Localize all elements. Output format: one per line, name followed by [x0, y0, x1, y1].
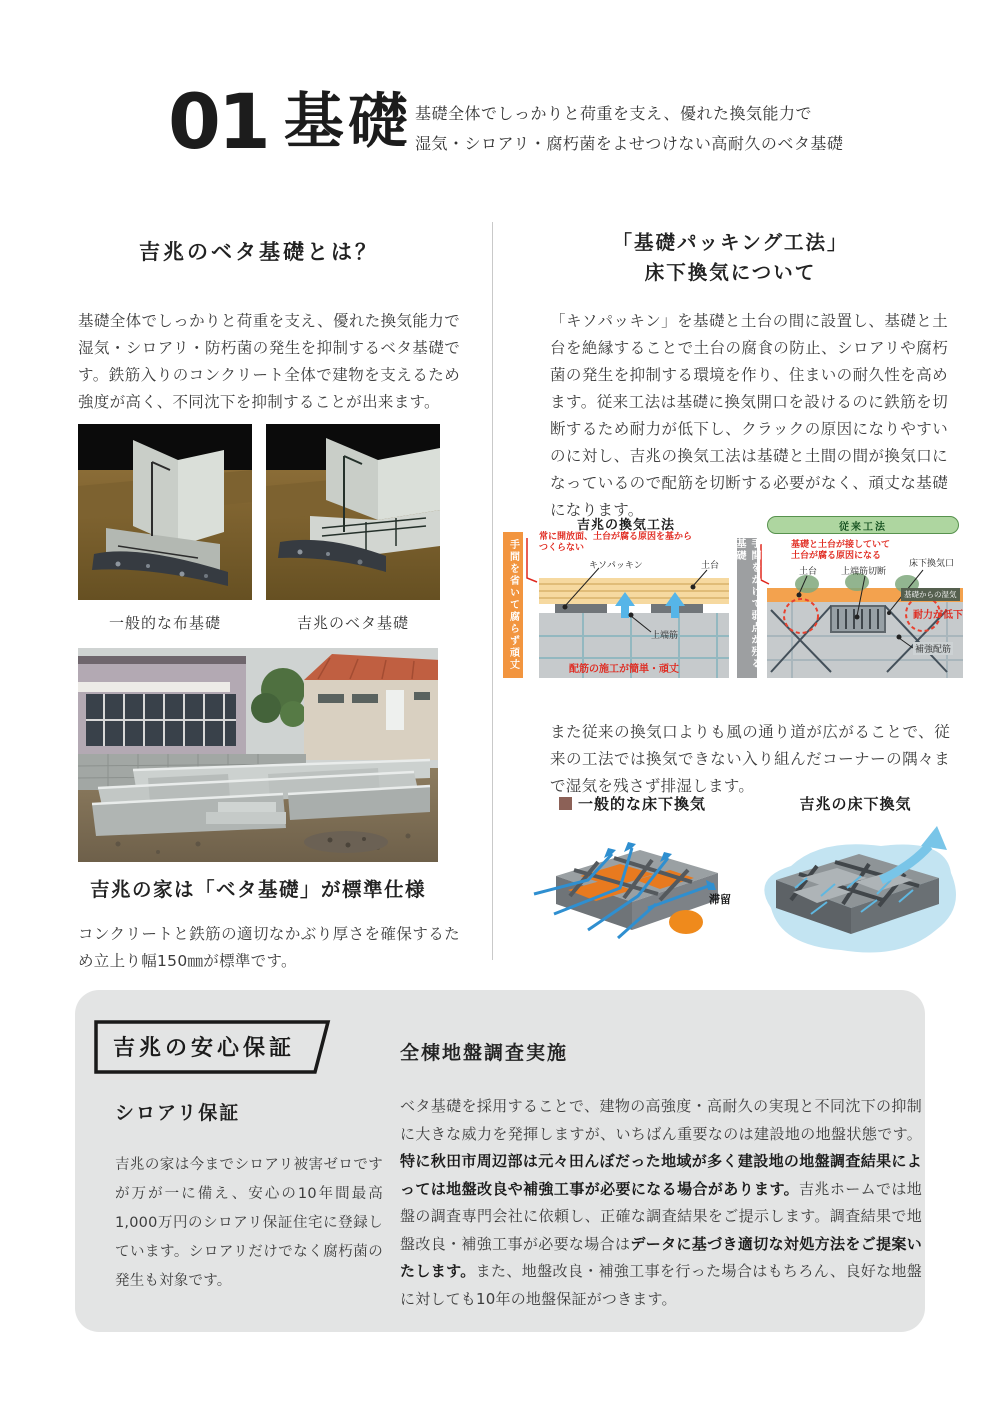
- page-header: [168, 77, 412, 166]
- left-section-body-2: コンクリートと鉄筋の適切なかぶり厚さを確保するため立上り幅150㎜が標準です。: [78, 924, 460, 970]
- label-reinforcement: 補強配筋: [913, 642, 953, 655]
- legend-square-icon: [559, 797, 572, 810]
- conventional-underfloor-graphic: [528, 818, 737, 968]
- strip-foundation-image: [78, 424, 252, 600]
- right-section-body: 「キソパッキン」を基礎と土台の間に設置し、基礎と土台を絶縁することで土台の腐食の防止、シロアリや腐朽菌の発生を抑制する環境を作り、住まいの耐久性を高めます。従来工法は基礎に換気開口を設けるのに鉄筋を切断するため耐力が低下し、クラックの原因になりやすいのに対し、吉兆の換気工法は基礎と土間の間が換気口になっているので配筋を切断する必要がなく、頑丈な基礎になります。: [550, 311, 948, 519]
- kiccho-underfloor-title: 吉兆の床下換気: [799, 795, 912, 813]
- left-section-body: 基礎全体でしっかりと荷重を支え、優れた換気能力で湿気・シロアリ・防朽菌の発生を抑制するベタ基礎です。鉄筋入りのコンクリート全体で建物を支えるため強度が高く、不同沈下を抑制することが出来ます。: [78, 311, 460, 411]
- header-subtitle-line2: 湿気・シロアリ・腐朽菌をよせつけない高耐久のベタ基礎: [415, 134, 844, 153]
- conventional-underfloor-title: 一般的な床下換気: [528, 793, 737, 814]
- conventional-underfloor-diagram: [528, 793, 737, 968]
- label-strength-drop: 耐力が低下: [913, 610, 963, 621]
- label-moisture: 基礎からの湿気: [901, 588, 960, 601]
- right-heading-line1: 「基礎パッキング工法」: [612, 231, 849, 254]
- termite-guarantee-heading: シロアリ保証: [115, 1102, 241, 1124]
- conventional-side-banner: 手間をかけて弱点が残る基礎: [737, 538, 757, 678]
- foundation-caption-1: 一般的な布基礎: [108, 614, 221, 632]
- ventilation-method-diagrams: [503, 514, 963, 678]
- conventional-method-diagram: [734, 514, 963, 678]
- label-vent-opening: 床下換気口: [909, 559, 955, 569]
- left-section-heading-2: 吉兆の家は「ベタ基礎」が標準仕様: [89, 878, 426, 901]
- kiccho-underfloor-graphic: [751, 818, 960, 968]
- stagnation-label: 滞留: [709, 893, 731, 906]
- kiccho-bottom-note: 配筋の施工が簡単・頑丈: [569, 664, 679, 675]
- conventional-red-note: 基礎と土台が接していて 土台が腐る原因になる: [791, 540, 891, 561]
- section-number: 01: [168, 77, 268, 166]
- guarantee-badge: 吉兆の安心保証: [112, 1035, 295, 1061]
- label-dodai: 土台: [701, 561, 720, 571]
- underfloor-ventilation-diagrams: [528, 793, 960, 968]
- conventional-method-title: 従来工法: [767, 516, 959, 534]
- label-kiso-packing: キソパッキン: [589, 561, 643, 571]
- foundation-render-row: [78, 424, 440, 633]
- construction-site-photo: [78, 648, 438, 862]
- ground-survey-heading: 全棟地盤調査実施: [400, 1042, 569, 1064]
- right-section-body-2: また従来の換気口よりも風の通り道が広がることで、従来の工法では換気できない入り組んだコーナーの隅々まで湿気を残さず排湿します。: [550, 722, 950, 795]
- label-dodai-2: 土台: [799, 567, 818, 577]
- kiccho-side-banner: 手間を省いて腐らず頑丈: [507, 539, 519, 671]
- right-heading-line2: 床下換気について: [644, 261, 817, 284]
- foundation-render-card-1: [78, 424, 252, 633]
- page-title: 基礎: [283, 87, 412, 157]
- kiccho-underfloor-diagram: [751, 793, 960, 968]
- column-divider: [492, 222, 493, 960]
- header-subtitle-line1: 基礎全体でしっかりと荷重を支え、優れた換気能力で: [415, 104, 812, 123]
- label-jotankin-cut: 上端筋切断: [841, 567, 887, 577]
- left-section-heading: 吉兆のベタ基礎とは？: [139, 240, 379, 264]
- foundation-render-card-2: [266, 424, 440, 633]
- kiccho-red-note: 常に開放面、土台が腐る原因を基から つくらない: [539, 532, 693, 553]
- header-subtitle: [415, 99, 843, 159]
- foundation-caption-2: 吉兆のベタ基礎: [296, 614, 409, 632]
- termite-guarantee-body: 吉兆の家は今までシロアリ被害ゼロですが万が一に備え、安心の10年間最高1,000万円のシロアリ保証住宅に登録しています。シロアリだけでなく腐朽菌の発生も対象です。: [115, 1156, 383, 1289]
- label-jotankin: 上端筋: [651, 631, 679, 641]
- guarantee-panel: [75, 990, 925, 1332]
- slab-foundation-image: [266, 424, 440, 600]
- right-section-heading: [538, 228, 923, 288]
- ground-survey-body: ベタ基礎を採用することで、建物の高強度・高耐久の実現と不同沈下の抑制に大きな威力を発揮しますが、いちばん重要なのは建設地の地盤状態です。特に秋田市周辺部は元々田んぼだった地域が多く建設地の地盤調査結果によっては地盤改良や補強工事が必要になる場合があります。吉兆ホームでは地盤の調査専門会社に依頼し、正確な調査結果をご提示します。調査結果で地盤改良・補強工事が必要な場合はデータに基づき適切な対処方法をご提案いたします。また、地盤改良・補強工事を行った場合はもちろん、良好な地盤に対しても10年の地盤保証がつきます。: [400, 1097, 922, 1308]
- kiccho-method-diagram: [503, 514, 729, 678]
- kiccho-method-title: 吉兆の換気工法: [576, 518, 675, 533]
